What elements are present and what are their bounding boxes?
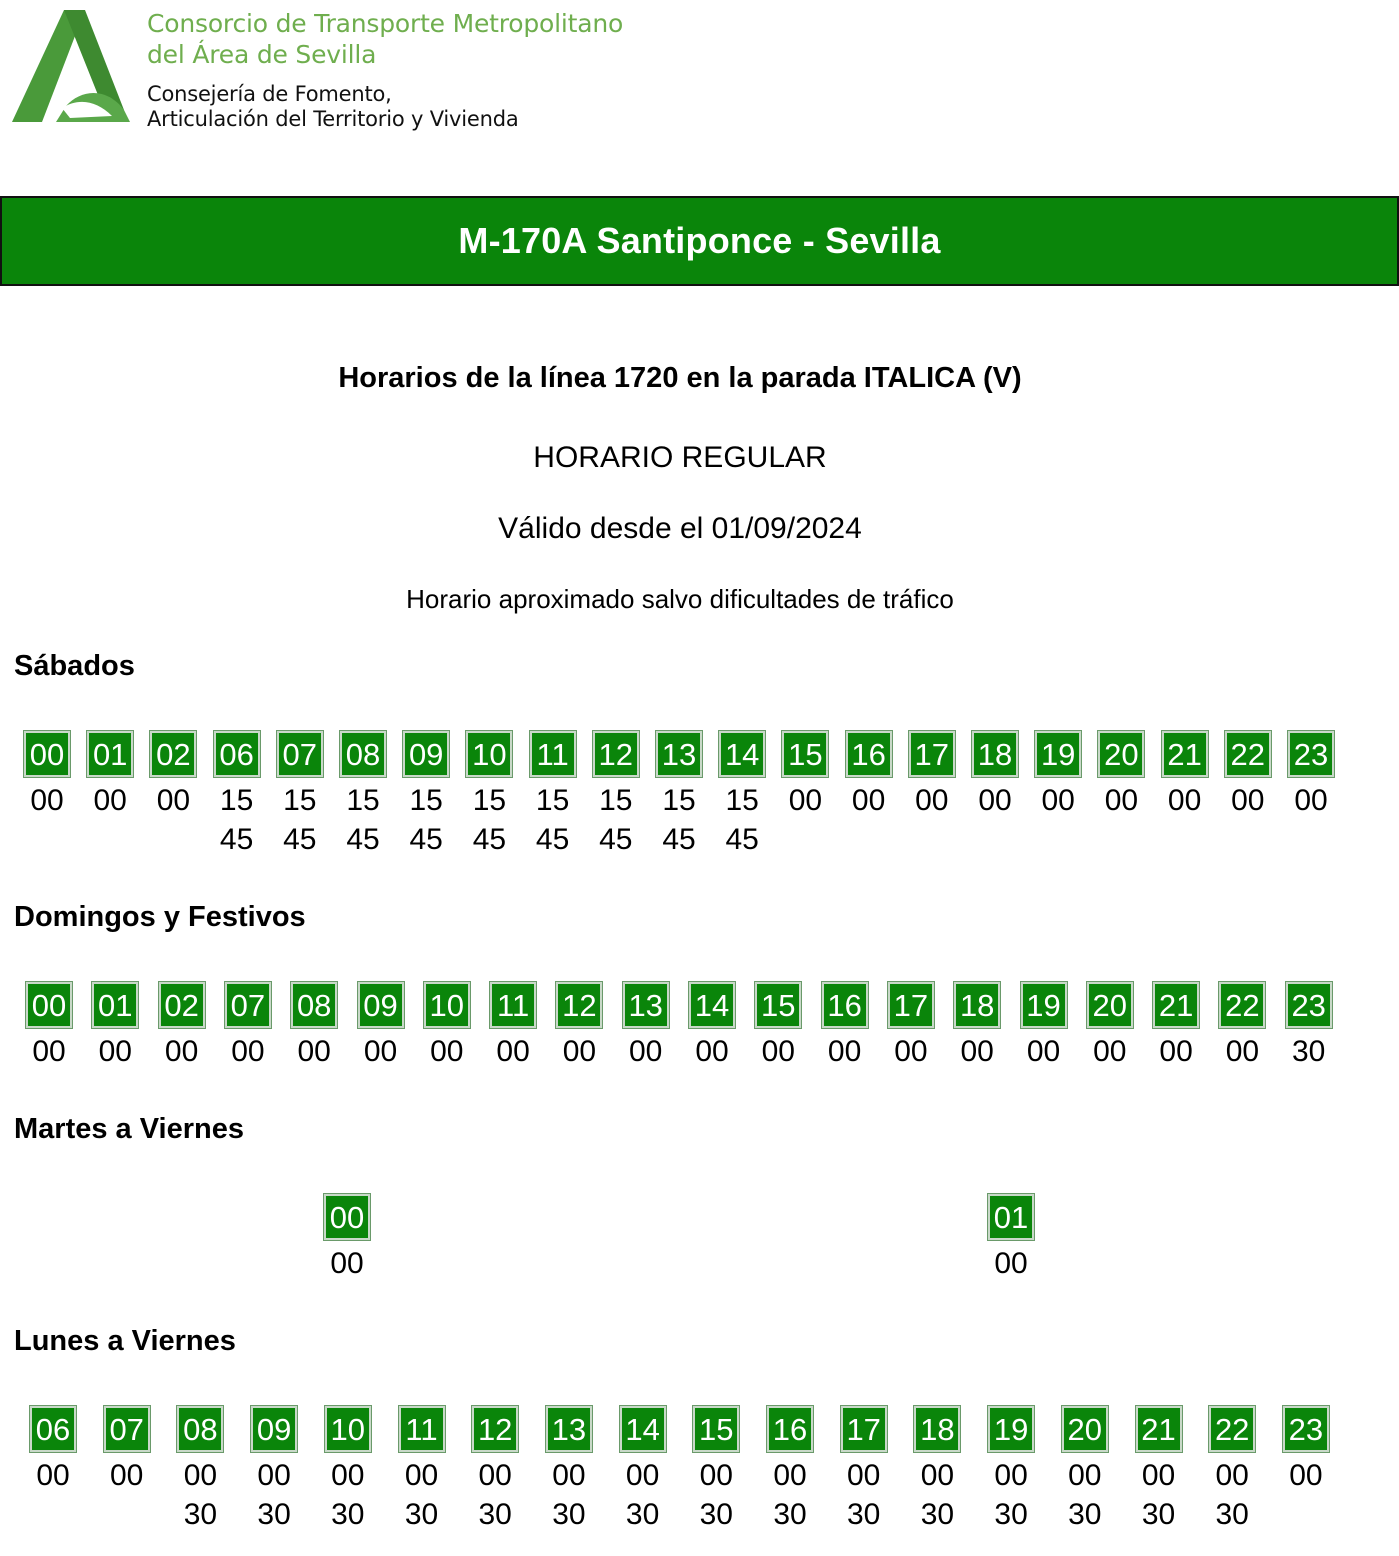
minutes-list [152,1032,212,1071]
departure-minute: 00 [164,1035,199,1068]
schedule-column [760,1406,820,1534]
hour-badge: 23 [1286,982,1332,1028]
departure-minute: 00 [978,784,1012,817]
departure-minute: 15 [219,784,254,817]
hour-badge: 16 [846,731,892,777]
hour-badge: 20 [1098,731,1144,777]
departure-minute: 00 [699,1459,733,1492]
minutes-list [586,781,646,859]
consortium-name-line1: Consorcio de Transporte Metropolitano [147,9,624,38]
department-name-line1: Consejería de Fomento, [147,82,392,106]
departure-minute: 00 [231,1035,265,1068]
schedule-column [170,1406,230,1534]
hour-badge: 16 [822,982,868,1028]
schedule-row-sabados [0,731,1399,881]
hour-badge: 18 [954,982,1000,1028]
hour-badge: 13 [623,982,669,1028]
schedule-column [965,731,1025,820]
hour-badge: 12 [593,731,639,777]
departure-minute: 00 [1167,784,1202,817]
hour-badge: 09 [358,982,404,1028]
schedule-column [613,1406,673,1534]
schedule-column [523,731,583,859]
minutes-list [523,781,583,859]
schedule-column [549,982,609,1071]
departure-minute: 00 [552,1459,586,1492]
minutes-list [483,1032,543,1071]
schedule-column [834,1406,894,1534]
hour-badge: 18 [972,731,1018,777]
departure-minute: 00 [625,1459,660,1492]
departure-minute: 00 [1294,784,1328,817]
schedule-column [152,982,212,1071]
junta-andalucia-logo-icon [12,10,132,128]
schedule-column [1129,1406,1189,1534]
hour-badge: 01 [92,982,138,1028]
schedule-column [686,1406,746,1534]
departure-minute: 00 [1026,1035,1061,1068]
schedule-column [17,731,77,820]
schedule-column [392,1406,452,1534]
schedule-column [396,731,456,859]
departure-minute: 15 [409,784,443,817]
departure-minute: 00 [98,1035,132,1068]
minutes-list [1279,1032,1339,1071]
departure-minute: 15 [725,784,759,817]
departure-minute: 00 [1041,784,1075,817]
hour-badge: 06 [214,731,260,777]
hour-badge: 21 [1153,982,1199,1028]
hour-badge: 08 [177,1406,223,1452]
departure-minute: 00 [761,1035,795,1068]
schedule-column [143,731,203,820]
departure-minute: 30 [404,1498,439,1531]
departure-minute: 30 [1141,1498,1176,1531]
departure-minute: 45 [472,823,507,856]
hour-badge: 00 [324,1194,370,1240]
schedule-column [775,731,835,820]
minutes-list [459,781,519,859]
departure-minute: 00 [1068,1459,1102,1492]
minutes-list [649,781,709,859]
departure-minute: 00 [920,1459,955,1492]
minutes-list [1276,1456,1336,1495]
departure-minute: 30 [331,1498,365,1531]
schedule-column [1091,731,1151,820]
schedule-column [1276,1406,1336,1495]
schedule-column [318,1406,378,1534]
hour-badge: 17 [909,731,955,777]
departure-minute: 15 [535,784,570,817]
schedule-column [839,731,899,820]
departure-minute: 15 [346,784,380,817]
hour-badge: 11 [399,1406,445,1452]
minutes-list [396,781,456,859]
hour-badge: 15 [755,982,801,1028]
minutes-list [947,1032,1007,1071]
schedule-column [1146,982,1206,1071]
hour-badge: 20 [1087,982,1133,1028]
department-name-line2: Articulación del Territorio y Vivienda [147,107,519,131]
hour-badge: 19 [1035,731,1081,777]
departure-minute: 45 [219,823,254,856]
hour-badge: 14 [719,731,765,777]
minutes-list [284,1032,344,1071]
departure-minute: 30 [994,1498,1028,1531]
departure-minute: 45 [725,823,759,856]
hour-badge: 13 [546,1406,592,1452]
minutes-list [981,1244,1041,1283]
schedule-column [947,982,1007,1071]
departure-minute: 30 [1215,1498,1249,1531]
minutes-list [85,1032,145,1071]
departure-minute: 00 [1289,1459,1323,1492]
schedule-column [483,982,543,1071]
departure-minute: 00 [1159,1035,1193,1068]
minutes-list [712,781,772,859]
hour-badge: 10 [466,731,512,777]
hour-badge: 11 [530,731,576,777]
departure-minute: 00 [773,1459,807,1492]
schedule-column [616,982,676,1071]
departure-minute: 30 [1068,1498,1102,1531]
schedule-column [459,731,519,859]
schedule-column [465,1406,525,1534]
departure-minute: 45 [409,823,443,856]
departure-minute: 00 [1093,1035,1127,1068]
departure-minute: 00 [30,784,64,817]
hour-badge: 01 [87,731,133,777]
minutes-list [1091,781,1151,820]
departure-minute: 30 [552,1498,586,1531]
departure-minute: 00 [110,1459,144,1492]
hour-badge: 22 [1225,731,1271,777]
traffic-note: Horario aproximado salvo dificultades de tráfico [406,584,954,614]
hour-badge: 08 [291,982,337,1028]
departure-minute: 00 [629,1035,663,1068]
departure-minute: 30 [478,1498,512,1531]
departure-minute: 00 [994,1459,1028,1492]
hour-badge: 15 [782,731,828,777]
schedule-column [270,731,330,859]
hour-badge: 10 [325,1406,371,1452]
hour-badge: 09 [251,1406,297,1452]
schedule-column [23,1406,83,1495]
schedule-column [539,1406,599,1534]
schedule-row-martes-viernes [0,1194,1399,1344]
minutes-list [1281,781,1341,820]
departure-minute: 00 [960,1035,994,1068]
departure-minute: 00 [257,1459,291,1492]
schedule-column [1212,982,1272,1071]
minutes-list [19,1032,79,1071]
hour-badge: 16 [767,1406,813,1452]
departure-minute: 15 [662,784,696,817]
departure-minute: 00 [297,1035,331,1068]
hour-badge: 10 [424,982,470,1028]
hour-badge: 07 [277,731,323,777]
schedule-column [1279,982,1339,1071]
minutes-list [834,1456,894,1534]
departure-minute: 15 [599,784,633,817]
minutes-list [1129,1456,1189,1534]
departure-minute: 30 [257,1498,291,1531]
hour-badge: 23 [1288,731,1334,777]
hour-badge: 11 [490,982,536,1028]
minutes-list [1146,1032,1206,1071]
schedule-column [1055,1406,1115,1534]
departure-minute: 00 [1225,1035,1260,1068]
departure-minute: 00 [562,1035,597,1068]
departure-minute: 00 [1231,784,1265,817]
minutes-list [417,1032,477,1071]
schedule-column [218,982,278,1071]
minutes-list [682,1032,742,1071]
section-title-sabados: Sábados [14,650,135,682]
section-title-lunes-viernes: Lunes a Viernes [14,1325,236,1357]
hour-badge: 17 [888,982,934,1028]
minutes-list [981,1456,1041,1534]
hour-badge: 19 [1021,982,1067,1028]
minutes-list [351,1032,411,1071]
schedule-column [981,1194,1041,1283]
hour-badge: 02 [159,982,205,1028]
schedule-column [712,731,772,859]
minutes-list [170,1456,230,1534]
schedule-column [1218,731,1278,820]
hour-badge: 22 [1209,1406,1255,1452]
minutes-list [775,781,835,820]
departure-minute: 00 [1104,784,1139,817]
schedule-column [244,1406,304,1534]
minutes-list [902,781,962,820]
hour-badge: 18 [914,1406,960,1452]
hour-badge: 21 [1162,731,1208,777]
line-title: M-170A Santiponce - Sevilla [458,220,941,261]
schedule-column [682,982,742,1071]
departure-minute: 30 [183,1498,218,1531]
stop-title: Horarios de la línea 1720 en la parada ITALICA (V) [338,362,1022,394]
minutes-list [549,1032,609,1071]
hour-badge: 20 [1062,1406,1108,1452]
schedule-column [97,1406,157,1495]
departure-minute: 00 [93,784,127,817]
valid-from: Válido desde el 01/09/2024 [498,512,862,545]
departure-minute: 45 [346,823,380,856]
hour-badge: 01 [988,1194,1034,1240]
hour-badge: 07 [225,982,271,1028]
consortium-name-line2: del Área de Sevilla [147,40,377,69]
departure-minute: 30 [625,1498,660,1531]
minutes-list [1014,1032,1074,1071]
hour-badge: 09 [403,731,449,777]
hour-badge: 23 [1283,1406,1329,1452]
minutes-list [1218,781,1278,820]
minutes-list [1028,781,1088,820]
minutes-list [616,1032,676,1071]
departure-minute: 00 [331,1459,365,1492]
minutes-list [17,781,77,820]
minutes-list [881,1032,941,1071]
minutes-list [333,781,393,859]
schedule-column [207,731,267,859]
departure-minute: 00 [363,1035,398,1068]
schedule-column [80,731,140,820]
minutes-list [1212,1032,1272,1071]
hour-badge: 14 [689,982,735,1028]
schedule-column [351,982,411,1071]
departure-minute: 00 [994,1247,1028,1280]
minutes-list [318,1456,378,1534]
schedule-row-domingos [0,982,1399,1132]
schedule-column [1155,731,1215,820]
departure-minute: 45 [535,823,570,856]
departure-minute: 00 [788,784,823,817]
schedule-column [284,982,344,1071]
minutes-list [748,1032,808,1071]
hour-badge: 22 [1219,982,1265,1028]
departure-minute: 00 [915,784,949,817]
minutes-list [1055,1456,1115,1534]
minutes-list [965,781,1025,820]
schedule-column [748,982,808,1071]
departure-minute: 30 [1292,1035,1326,1068]
hour-badge: 00 [24,731,70,777]
section-title-domingos: Domingos y Festivos [14,901,306,933]
departure-minute: 00 [32,1035,66,1068]
departure-minute: 15 [283,784,317,817]
hour-badge: 12 [556,982,602,1028]
departure-minute: 00 [330,1247,364,1280]
minutes-list [244,1456,304,1534]
minutes-list [207,781,267,859]
consortium-name [147,8,623,70]
minutes-list [317,1244,377,1283]
departure-minute: 00 [695,1035,729,1068]
departure-minute: 45 [599,823,633,856]
minutes-list [392,1456,452,1534]
departure-minute: 45 [662,823,696,856]
hour-badge: 17 [841,1406,887,1452]
schedule-column [19,982,79,1071]
minutes-list [760,1456,820,1534]
departure-minute: 00 [894,1035,928,1068]
minutes-list [839,781,899,820]
schedule-column [333,731,393,859]
minutes-list [270,781,330,859]
schedule-column [85,982,145,1071]
departure-minute: 30 [920,1498,955,1531]
schedule-column [649,731,709,859]
hour-badge: 07 [104,1406,150,1452]
minutes-list [613,1456,673,1534]
schedule-column [317,1194,377,1283]
departure-minute: 00 [1141,1459,1176,1492]
departure-minute: 00 [496,1035,530,1068]
departure-minute: 15 [472,784,507,817]
departure-minute: 00 [156,784,191,817]
minutes-list [1202,1456,1262,1534]
minutes-list [143,781,203,820]
departure-minute: 30 [699,1498,733,1531]
hour-badge: 02 [150,731,196,777]
departure-minute: 00 [404,1459,439,1492]
schedule-column [902,731,962,820]
schedule-column [586,731,646,859]
departure-minute: 00 [36,1459,70,1492]
departure-minute: 00 [478,1459,512,1492]
schedule-column [1281,731,1341,820]
section-title-martes-viernes: Martes a Viernes [14,1113,244,1145]
minutes-list [815,1032,875,1071]
departure-minute: 45 [283,823,317,856]
schedule-column [417,982,477,1071]
minutes-list [218,1032,278,1071]
schedule-column [981,1406,1041,1534]
hour-badge: 00 [26,982,72,1028]
schedule-column [907,1406,967,1534]
schedule-column [1202,1406,1262,1534]
hour-badge: 15 [693,1406,739,1452]
minutes-list [80,781,140,820]
line-banner [0,196,1399,286]
minutes-list [1080,1032,1140,1071]
departure-minute: 00 [827,1035,862,1068]
minutes-list [1155,781,1215,820]
departure-minute: 00 [183,1459,218,1492]
minutes-list [539,1456,599,1534]
schedule-type: HORARIO REGULAR [533,441,827,474]
department-name [147,82,519,132]
schedule-column [1028,731,1088,820]
departure-minute: 00 [430,1035,464,1068]
hour-badge: 14 [620,1406,666,1452]
schedule-column [1014,982,1074,1071]
minutes-list [97,1456,157,1495]
departure-minute: 30 [847,1498,881,1531]
hour-badge: 19 [988,1406,1034,1452]
departure-minute: 00 [847,1459,881,1492]
minutes-list [686,1456,746,1534]
hour-badge: 06 [30,1406,76,1452]
minutes-list [465,1456,525,1534]
minutes-list [907,1456,967,1534]
schedule-column [815,982,875,1071]
hour-badge: 13 [656,731,702,777]
hour-badge: 21 [1136,1406,1182,1452]
departure-minute: 00 [851,784,886,817]
hour-badge: 08 [340,731,386,777]
schedule-column [1080,982,1140,1071]
schedule-row-lunes-viernes [0,1406,1399,1556]
schedule-column [881,982,941,1071]
departure-minute: 00 [1215,1459,1249,1492]
minutes-list [23,1456,83,1495]
hour-badge: 12 [472,1406,518,1452]
departure-minute: 30 [773,1498,807,1531]
